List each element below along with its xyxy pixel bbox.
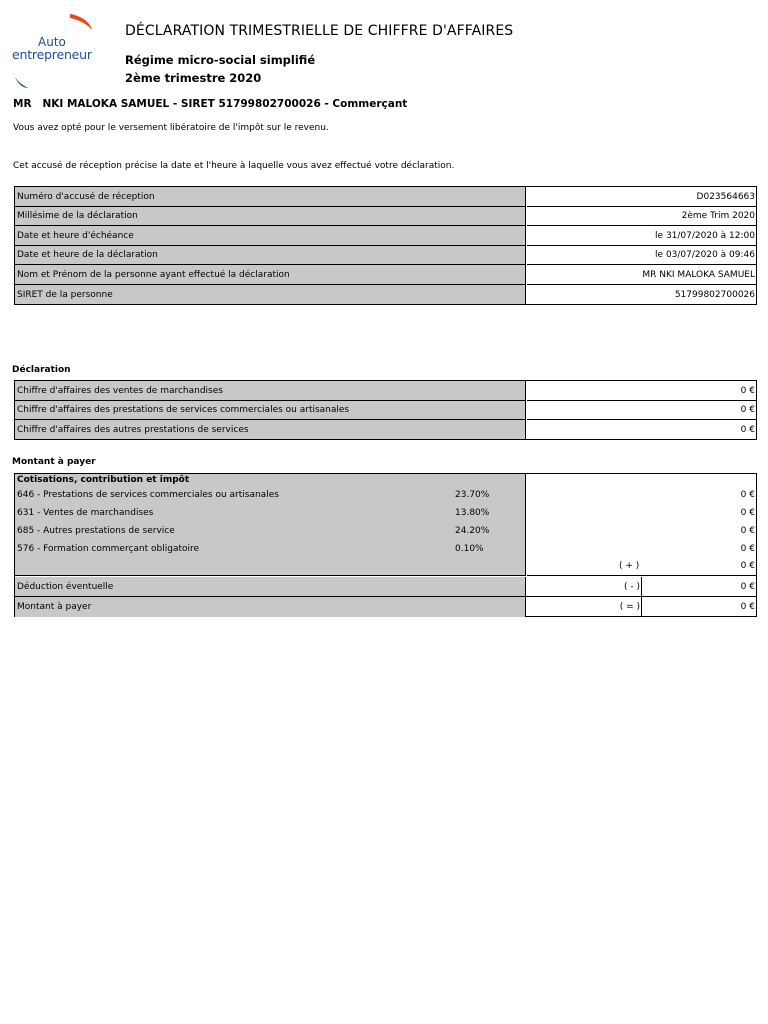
- declaration-table: [14, 380, 757, 440]
- contribution-value: 0 €: [740, 490, 755, 500]
- row-value: 0 €: [527, 401, 756, 420]
- row-label: Date et heure d'échéance: [15, 226, 526, 246]
- payment-table: [14, 473, 757, 617]
- contribution-label: 576 - Formation commerçant obligatoire: [17, 544, 200, 554]
- contributions-subheading: Cotisations, contribution et impôt: [17, 475, 190, 485]
- contribution-label: 631 - Ventes de marchandises: [17, 508, 154, 518]
- auto-entrepreneur-logo: [8, 8, 108, 90]
- period-subtitle: 2ème trimestre 2020: [125, 71, 262, 85]
- row-label: Millésime de la déclaration: [15, 207, 526, 226]
- row-label: Chiffre d'affaires des ventes de marchandises: [15, 381, 526, 401]
- table-row: [15, 401, 756, 420]
- contributions-values: [527, 474, 756, 576]
- table-row: [15, 381, 756, 401]
- total-sign: ( + ): [619, 561, 640, 571]
- regime-subtitle: Régime micro-social simplifié: [125, 53, 316, 67]
- contribution-rate: 0.10%: [455, 544, 484, 554]
- contributions-block: [15, 474, 526, 576]
- row-value: le 03/07/2020 à 09:46: [527, 246, 756, 265]
- receipt-note: Cet accusé de réception précise la date et l'heure à laquelle vous avez effectué votre déclaration.: [13, 161, 455, 171]
- row-value: D023564663: [527, 187, 756, 207]
- table-row: [15, 226, 756, 246]
- total-value: 0 €: [740, 561, 755, 571]
- option-note: Vous avez opté pour le versement libératoire de l'impôt sur le revenu.: [13, 123, 329, 133]
- logo-text-entrepreneur: entrepreneur: [12, 47, 92, 62]
- row-value: 51799802700026: [674, 289, 755, 300]
- contribution-value: 0 €: [740, 508, 755, 518]
- row-label: SIRET de la personne: [15, 285, 526, 304]
- row-value: 0 €: [740, 424, 755, 435]
- declarant-identity: MR NKI MALOKA SAMUEL - SIRET 51799802700026 - Commerçant: [13, 98, 408, 110]
- table-row: [15, 265, 756, 285]
- row-value: MR NKI MALOKA SAMUEL: [527, 265, 756, 285]
- row-value: le 31/07/2020 à 12:00: [527, 226, 756, 246]
- deduction-value: 0 €: [740, 581, 755, 592]
- amount-row: [15, 597, 756, 617]
- table-row: [15, 187, 756, 207]
- table-row: [15, 420, 756, 439]
- payment-heading: Montant à payer: [12, 457, 96, 467]
- table-row: [15, 285, 756, 304]
- declaration-heading: Déclaration: [12, 365, 71, 375]
- amount-value: 0 €: [740, 602, 755, 612]
- contribution-value: 0 €: [740, 544, 755, 554]
- contribution-rate: 13.80%: [455, 508, 490, 518]
- row-value: 2ème Trim 2020: [527, 207, 756, 226]
- amount-label: Montant à payer: [15, 597, 526, 617]
- contribution-value: 0 €: [740, 526, 755, 536]
- table-row: [15, 246, 756, 265]
- deduction-label: Déduction éventuelle: [15, 577, 526, 596]
- page-title: DÉCLARATION TRIMESTRIELLE DE CHIFFRE D'AFFAIRES: [125, 23, 514, 39]
- contribution-label: 685 - Autres prestations de service: [17, 526, 175, 536]
- row-label: Numéro d'accusé de réception: [15, 187, 526, 207]
- row-label: Nom et Prénom de la personne ayant effectué la déclaration: [15, 265, 526, 285]
- row-label: Chiffre d'affaires des prestations de services commerciales ou artisanales: [15, 401, 526, 420]
- receipt-table: [14, 186, 757, 305]
- row-label: Chiffre d'affaires des autres prestations de services: [15, 420, 526, 439]
- row-value: 0 €: [527, 381, 756, 401]
- contribution-label: 646 - Prestations de services commerciales ou artisanales: [17, 490, 279, 500]
- amount-sign: ( = ): [527, 597, 642, 617]
- table-row: [15, 207, 756, 226]
- contribution-rate: 23.70%: [455, 490, 490, 500]
- deduction-row: [15, 577, 756, 597]
- logo-text-auto: Auto: [38, 35, 66, 49]
- row-label: Date et heure de la déclaration: [15, 246, 526, 265]
- deduction-sign: ( - ): [527, 577, 642, 596]
- contribution-rate: 24.20%: [455, 526, 490, 536]
